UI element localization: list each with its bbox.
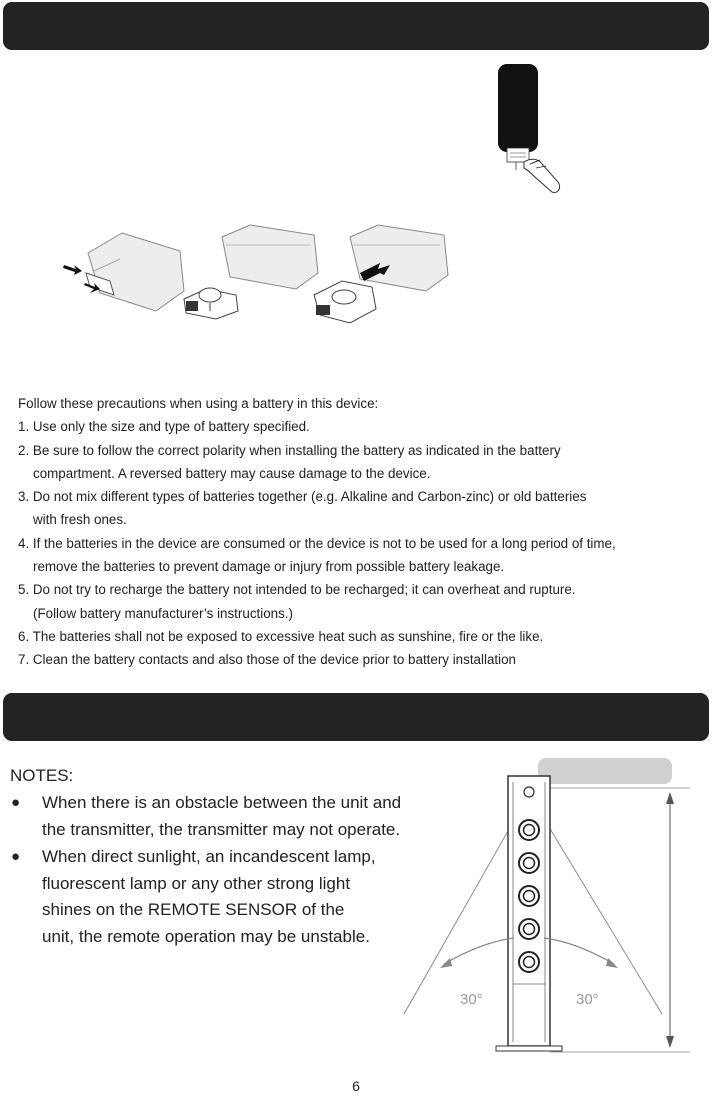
note-line: unit, the remote operation may be unstable. <box>42 926 370 946</box>
note-line: When direct sunlight, an incandescent lamp, <box>42 847 376 866</box>
precaution-line: 3. Do not mix different types of batteries together (e.g. Alkaline and Carbon-zinc) or old batteries <box>18 489 587 505</box>
precaution-line: compartment. A reversed battery may cause damage to the device. <box>33 465 431 481</box>
precaution-line: 7. Clean the battery contacts and also those of the device prior to battery installation <box>18 652 516 668</box>
precaution-line: with fresh ones. <box>33 512 127 528</box>
note-line: shines on the REMOTE SENSOR of the <box>42 900 345 919</box>
precaution-line: remove the batteries to prevent damage or injury from possible battery leakage. <box>33 559 505 575</box>
section-header-bar-bottom <box>3 693 709 741</box>
section-header-bar-top <box>3 2 709 50</box>
remote-control-illustration <box>480 58 580 198</box>
precaution-line: 6. The batteries shall not be exposed to excessive heat such as sunshine, fire or the like. <box>18 628 544 644</box>
page-number: 6 <box>352 1078 360 1094</box>
remote-sensor-range-diagram <box>400 752 700 1057</box>
note-line: the transmitter, the transmitter may not operate. <box>42 819 401 839</box>
note-item <box>10 790 440 843</box>
note-line: When there is an obstacle between the unit and <box>42 793 402 812</box>
precaution-line: 1. Use only the size and type of battery specified. <box>18 419 310 435</box>
note-item <box>10 844 440 950</box>
precaution-line: 5. Do not try to recharge the battery not intended to be recharged; it can overheat and rupture. <box>18 582 576 598</box>
remote-sensor-icon <box>524 787 534 797</box>
angle-left-label: 30° <box>460 991 483 1008</box>
precautions-intro: Follow these precautions when using a battery in this device: <box>18 396 379 411</box>
precaution-line: 2. Be sure to follow the correct polarity when installing the battery as indicated in the battery <box>18 442 561 458</box>
angle-right-label: 30° <box>576 991 599 1008</box>
note-line: fluorescent lamp or any other strong light <box>42 873 351 893</box>
precaution-line: (Follow battery manufacturer’s instructions.) <box>33 605 293 621</box>
notes-section <box>10 763 440 950</box>
battery-replacement-illustration <box>60 215 480 330</box>
remote-sensor-callout <box>538 758 672 784</box>
bullet-icon: ● <box>11 848 21 865</box>
notes-title: NOTES: <box>10 766 74 785</box>
battery-precautions <box>18 392 698 672</box>
precaution-line: 4. If the batteries in the device are consumed or the device is not to be used for a long period of time, <box>18 535 616 551</box>
bullet-icon: ● <box>11 794 21 811</box>
